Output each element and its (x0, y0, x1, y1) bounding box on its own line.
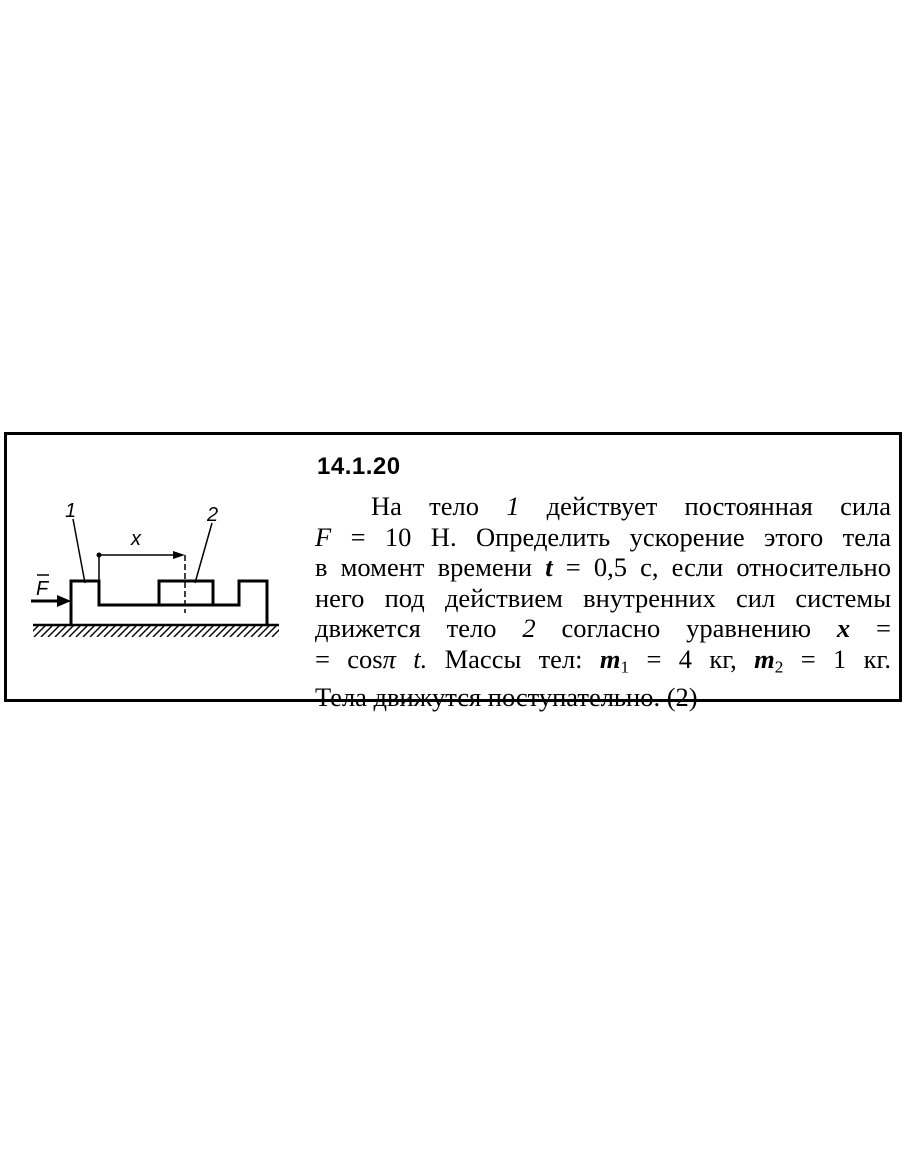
statement-line-6 (315, 644, 891, 683)
hatch-stroke (55, 625, 67, 637)
ground-hatching (27, 625, 287, 637)
hatch-stroke (83, 625, 95, 637)
hatch-stroke (279, 625, 287, 637)
hatch-stroke (27, 625, 39, 637)
time-symbol: t (545, 552, 553, 582)
hatch-stroke (62, 625, 74, 637)
body-1-label: 1 (65, 500, 77, 522)
hatch-stroke (251, 625, 263, 637)
hatch-stroke (230, 625, 242, 637)
hatch-stroke (258, 625, 270, 637)
hatch-stroke (188, 625, 200, 637)
hatch-stroke (146, 625, 158, 637)
hatch-stroke (76, 625, 88, 637)
mass-symbol: m (754, 643, 775, 674)
text-span: = 1 кг. (783, 643, 891, 674)
statement-line-4: него под действием внутренних сил системы (315, 582, 891, 613)
hatch-stroke (244, 625, 256, 637)
hatch-stroke (209, 625, 221, 637)
hatch-stroke (223, 625, 235, 637)
statement-line-3 (315, 552, 891, 583)
body-1-shape (71, 581, 267, 625)
hatch-stroke (153, 625, 165, 637)
text-span: = cos (315, 643, 383, 674)
force-label: F (36, 578, 49, 600)
hatch-stroke (265, 625, 277, 637)
mass-symbol: m (599, 643, 621, 674)
hatch-stroke (286, 625, 287, 637)
mechanics-diagram (27, 495, 287, 645)
hatch-stroke (202, 625, 214, 637)
hatch-stroke (167, 625, 179, 637)
hatch-stroke (111, 625, 123, 637)
hatch-stroke (104, 625, 116, 637)
hatch-stroke (132, 625, 144, 637)
hatch-stroke (118, 625, 130, 637)
body-2-leader (195, 523, 212, 583)
pi-symbol: π (382, 643, 396, 674)
hatch-stroke (69, 625, 81, 637)
problem-card (4, 432, 902, 713)
hatch-stroke (174, 625, 186, 637)
problem-number: 14.1.20 (317, 453, 401, 480)
hatch-stroke (90, 625, 102, 637)
hatch-stroke (216, 625, 228, 637)
time-symbol: t. (395, 643, 428, 674)
hatch-stroke (48, 625, 60, 637)
statement-line-2 (315, 522, 891, 553)
hatch-stroke (160, 625, 172, 637)
x-arrow-head (173, 551, 185, 559)
mass-subscript: 1 (620, 656, 630, 676)
text-span: согласно уравнению (535, 613, 837, 643)
statement-line-1 (315, 491, 891, 522)
body-2-label: 2 (207, 504, 219, 526)
mass-subscript: 2 (774, 656, 784, 676)
text-span: = (850, 613, 891, 643)
text-span: действует постоянная сила (519, 491, 892, 521)
force-arrow-head (57, 595, 71, 607)
problem-statement (315, 491, 891, 713)
hatch-stroke (181, 625, 193, 637)
hatch-stroke (41, 625, 53, 637)
hatch-stroke (139, 625, 151, 637)
text-span: Массы тел: (427, 643, 600, 674)
text-span: движется тело (315, 613, 523, 643)
text-span: = 0,5 с, если относительно (552, 552, 891, 582)
text-span: На тело (371, 491, 507, 521)
hatch-stroke (237, 625, 249, 637)
hatch-stroke (97, 625, 109, 637)
body-2-ref: 2 (522, 613, 536, 643)
statement-line-7: Тела движутся поступательно. (2) (315, 682, 698, 713)
hatch-stroke (272, 625, 284, 637)
body-1-leader (73, 519, 85, 583)
statement-line-5 (315, 613, 891, 644)
x-symbol: x (836, 613, 851, 643)
hatch-stroke (125, 625, 137, 637)
text-span: в момент времени (315, 552, 546, 582)
x-label: x (131, 528, 141, 550)
body-1-ref: 1 (506, 491, 520, 521)
text-span: = 4 кг, (629, 643, 755, 674)
hatch-stroke (34, 625, 46, 637)
body-2-shape (159, 581, 213, 605)
force-symbol: F (315, 521, 332, 552)
text-span: = 10 Н. Определить ускорение этого тела (331, 521, 891, 552)
hatch-stroke (195, 625, 207, 637)
